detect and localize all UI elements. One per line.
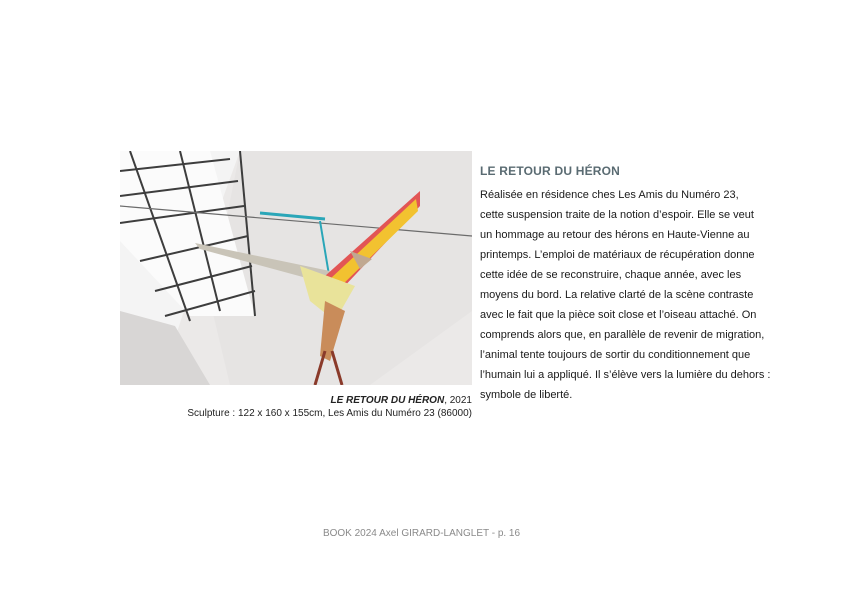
- body-line: Réalisée en résidence ches Les Amis du Numéro 23,: [480, 189, 739, 201]
- body-line: moyens du bord. La relative clarté de la scène contraste: [480, 289, 754, 301]
- body-line: avec le fait que la pièce soit close et l’oiseau attaché. On: [480, 309, 757, 321]
- body-line: l’animal tente toujours de sortir du conditionnement que: [480, 349, 751, 361]
- sculpture-photo: [120, 151, 472, 385]
- body-line: symbole de liberté.: [480, 389, 573, 401]
- caption-details: Sculpture : 122 x 160 x 155cm, Les Amis du Numéro 23 (86000): [187, 408, 472, 419]
- sculpture-photo-illustration: [120, 151, 472, 385]
- photo-caption: [120, 394, 472, 420]
- body-line: un hommage au retour des hérons en Haute-Vienne au: [480, 229, 750, 241]
- body-line: cette idée de se reconstruire, chaque année, avec les: [480, 269, 742, 281]
- body-line: l’humain lui a appliqué. Il s’élève vers la lumière du dehors :: [480, 369, 771, 381]
- article-title: LE RETOUR DU HÉRON: [480, 164, 621, 178]
- caption-title-line: [120, 394, 472, 407]
- caption-year: , 2021: [444, 395, 472, 406]
- page-footer: BOOK 2024 Axel GIRARD-LANGLET - p. 16: [322, 528, 521, 539]
- body-line: comprends alors que, en parallèle de revenir de migration,: [480, 329, 765, 341]
- caption-title: LE RETOUR DU HÉRON: [330, 395, 445, 406]
- body-line: printemps. L’emploi de matériaux de récupération donne: [480, 249, 755, 261]
- body-line: cette suspension traite de la notion d’espoir. Elle se veut: [480, 209, 754, 221]
- article-body: [480, 185, 780, 405]
